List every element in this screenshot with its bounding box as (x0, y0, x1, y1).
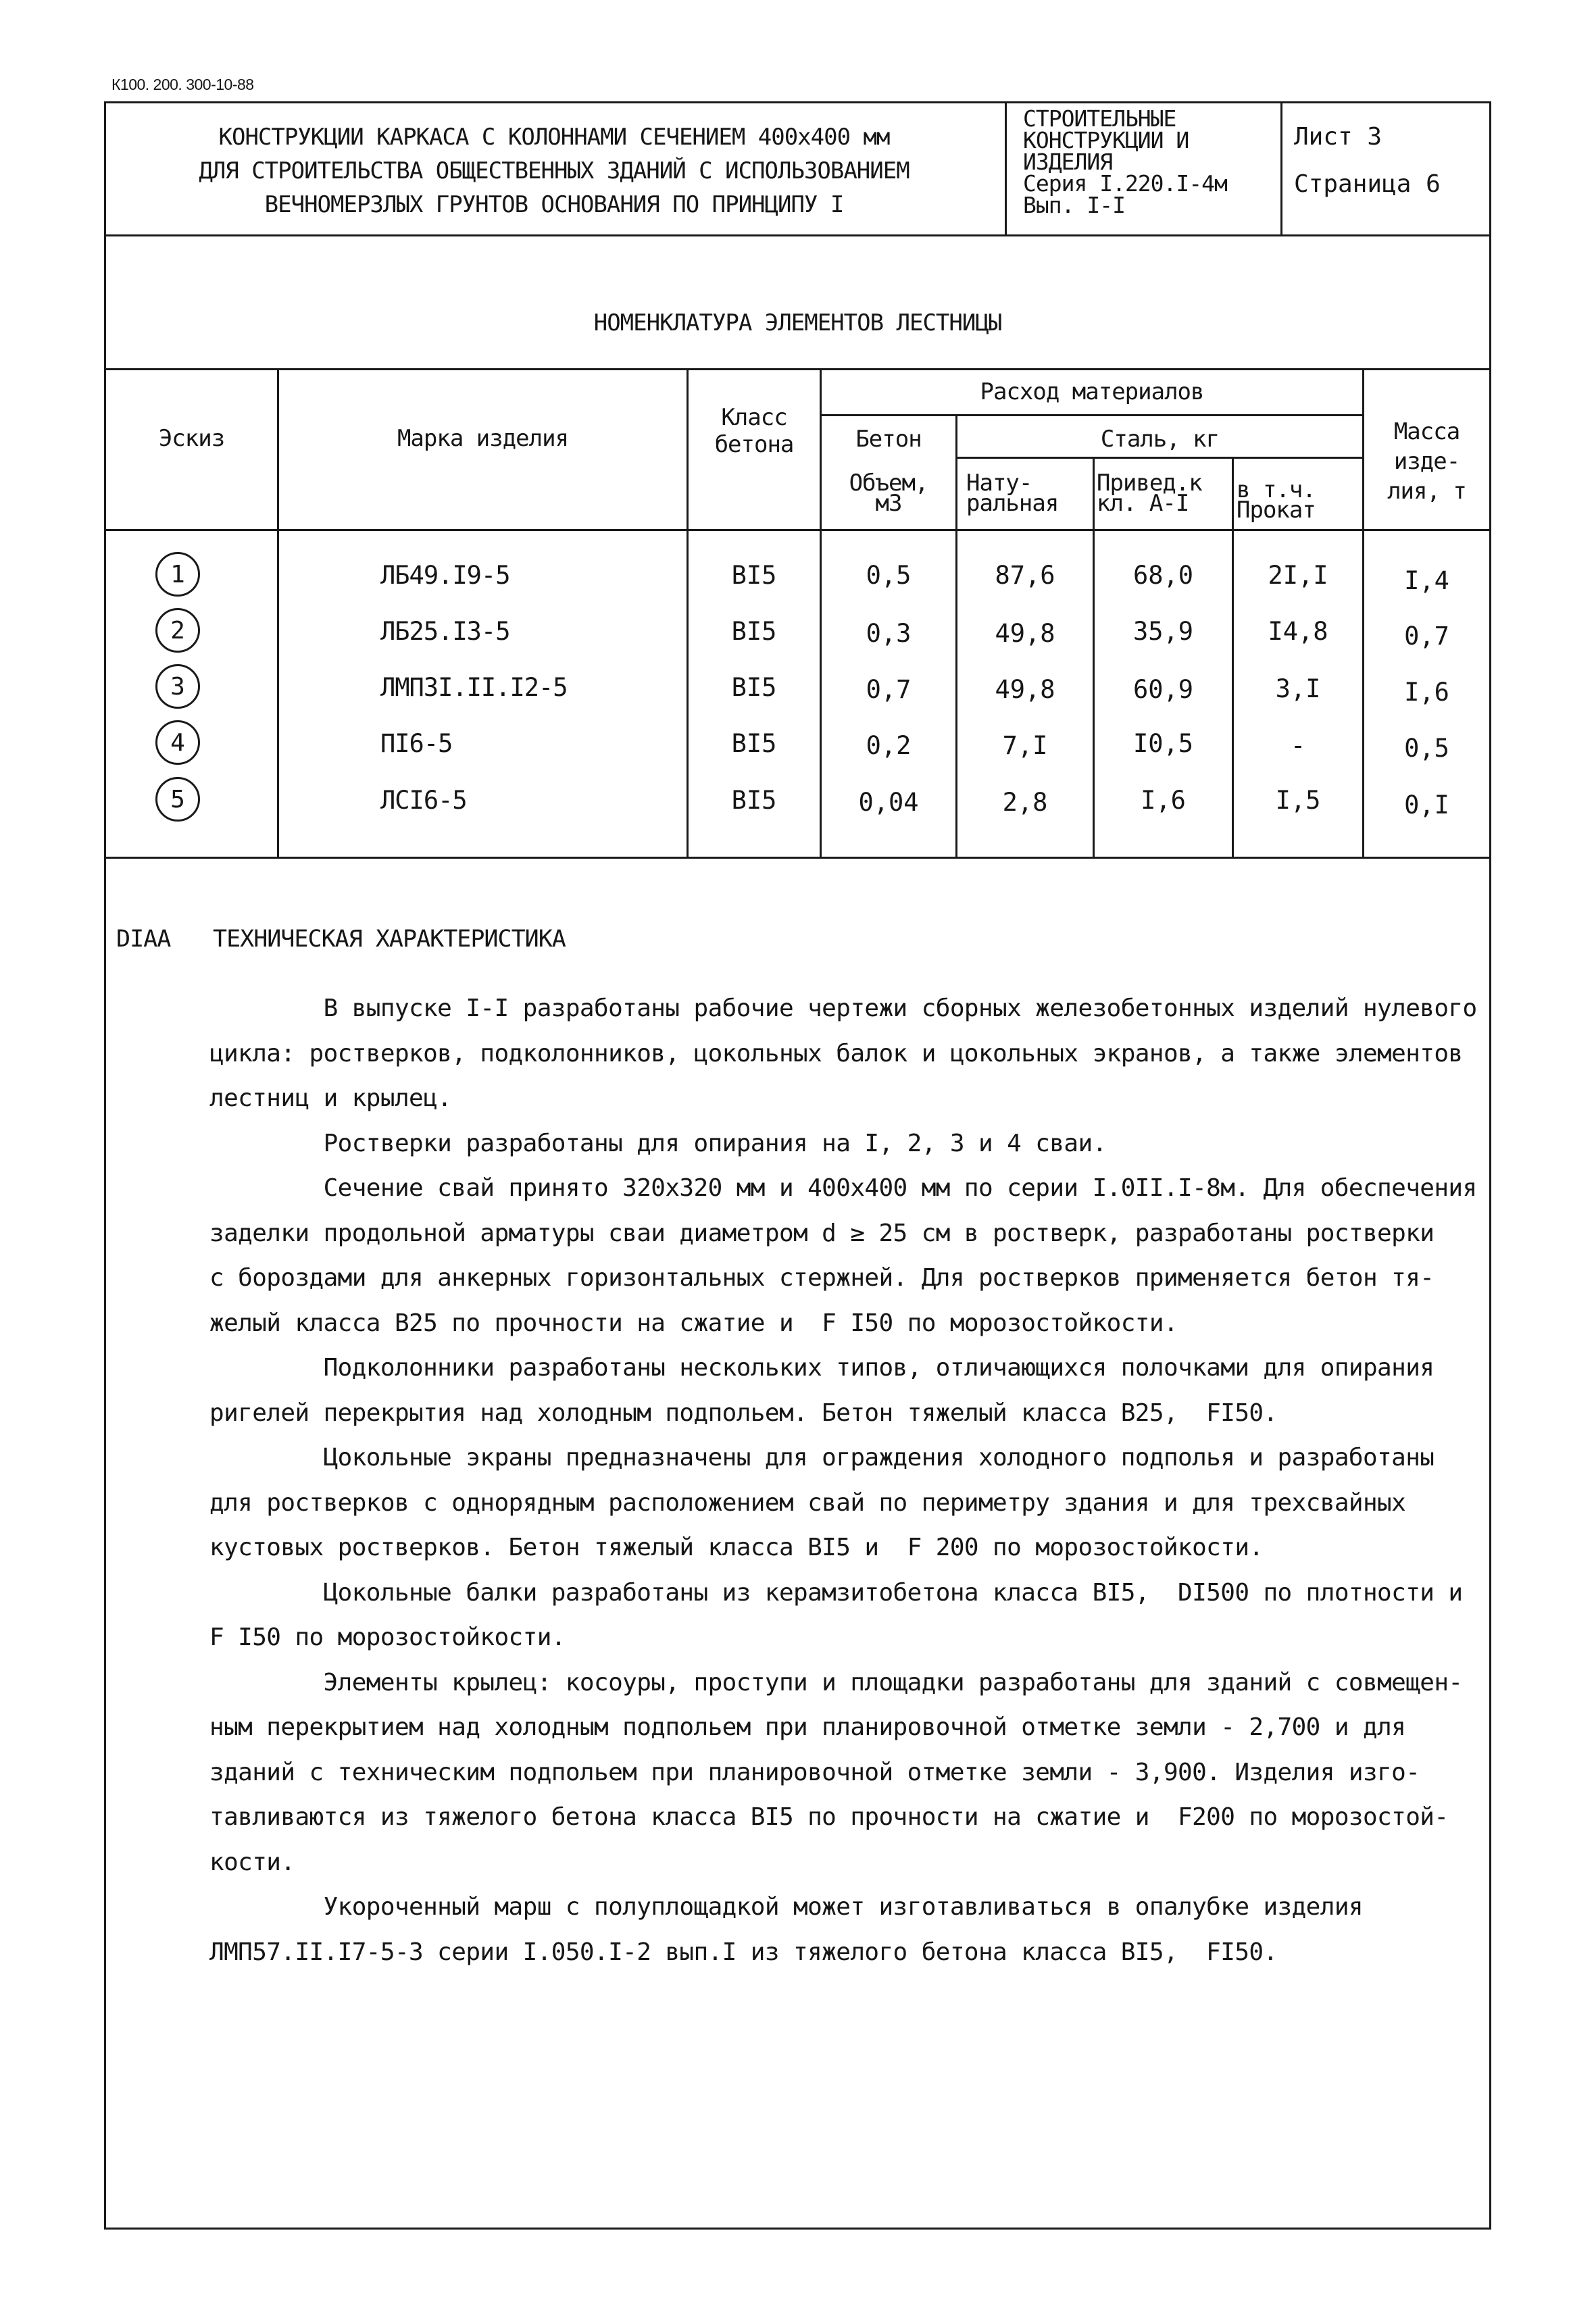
text-line: Ростверки разработаны для опирания на I, 2, 3 и 4 сваи. (209, 1129, 1107, 1157)
text-line: ЛМП57.II.I7-5-3 серии I.050.I-2 вып.I из тяжелого бетона класса BI5, FI50. (209, 1938, 1278, 1966)
table-title: НОМЕНКЛАТУРА ЭЛЕМЕНТОВ ЛЕСТНИЦЫ (593, 309, 1002, 336)
cell-volume: 0,7 (866, 675, 912, 704)
cell-natural: 7,I (1002, 731, 1048, 760)
cell-natural: 2,8 (1002, 788, 1048, 817)
text-line: с бороздами для анкерных горизонтальных стержней. Для ростверков применяется бетон тя- (209, 1264, 1435, 1292)
text-line: для ростверков с однорядным расположением свай по периметру здания и для трехсвайных (209, 1488, 1406, 1517)
header-title-line: КОНСТРУКЦИИ КАРКАСА С КОЛОННАМИ СЕЧЕНИЕМ 400х400 мм (218, 124, 890, 151)
cell-volume: 0,2 (866, 731, 912, 760)
cell-natural: 49,8 (995, 675, 1055, 704)
sheet-number: Лист 3 (1294, 123, 1382, 151)
col-header-mark: Марка изделия (397, 425, 569, 452)
cell-class: BI5 (731, 786, 777, 815)
cell-volume: 0,04 (858, 788, 919, 817)
section-title: ТЕХНИЧЕСКАЯ ХАРАКТЕРИСТИКА (213, 926, 566, 953)
sketch-number-circle: 2 (155, 608, 200, 653)
cell-volume: 0,5 (866, 561, 912, 590)
sketch-number-circle: 1 (155, 552, 200, 597)
cell-class: BI5 (731, 561, 777, 590)
text-line: Подколонники разработаны нескольких типов, отличающихся полочками для опирания (209, 1354, 1435, 1382)
cell-reduced: I0,5 (1132, 729, 1194, 758)
col-header-rolled: в т.ч. Прокат (1237, 476, 1316, 524)
text-line: ригелей перекрытия над холодным подпольем. Бетон тяжелый класса В25, FI50. (209, 1399, 1278, 1427)
cell-reduced: 35,9 (1132, 617, 1194, 646)
col-header-natural: Нату- ральная (966, 470, 1059, 517)
col-header-class: Класс бетона (714, 404, 794, 458)
text-line: заделки продольной арматуры сваи диаметром d ≥ 25 см в ростверк, разработаны ростверки (209, 1219, 1435, 1247)
series-line: Серия I.220.I-4м (1023, 170, 1227, 197)
text-line: Цокольные балки разработаны из керамзитобетона класса BI5, DI500 по плотности и (209, 1578, 1463, 1607)
cell-mass: 0,I (1404, 790, 1449, 820)
text-line: ным перекрытием над холодным подпольем при планировочной отметке земли - 2,700 и для (209, 1713, 1406, 1741)
section-code: DIАА (116, 926, 171, 953)
series-line: Вып. I-I (1023, 192, 1125, 218)
header-title-line: ВЕЧНОМЕРЗЛЫХ ГРУНТОВ ОСНОВАНИЯ ПО ПРИНЦИПУ I (264, 191, 844, 218)
cell-reduced: I,6 (1141, 786, 1186, 815)
text-line: Сечение свай принято 320х320 мм и 400х400 мм по серии I.0II.I-8м. Для обеспечения (209, 1174, 1477, 1202)
sketch-number-circle: 4 (155, 720, 200, 765)
cell-mark: ПI6-5 (380, 729, 453, 758)
col-header-sketch: Эскиз (158, 425, 225, 452)
text-line: кустовых ростверков. Бетон тяжелый класса BI5 и F 200 по морозостойкости. (209, 1534, 1264, 1561)
cell-mass: 0,5 (1404, 734, 1449, 763)
frame-bottom (104, 2228, 1491, 2230)
text-line: лестниц и крылец. (209, 1084, 452, 1112)
series-line: ИЗДЕЛИЯ (1023, 149, 1113, 175)
cell-natural: 49,8 (995, 619, 1055, 648)
frame-left (104, 101, 106, 2230)
cell-class: BI5 (731, 617, 777, 646)
text-line: Элементы крылец: косоуры, проступи и площадки разработаны для зданий с совмещен- (209, 1668, 1463, 1696)
cell-volume: 0,3 (866, 619, 912, 648)
series-line: КОНСТРУКЦИИ И (1023, 127, 1189, 153)
col-header-consumption: Расход материалов (980, 378, 1204, 405)
cell-rolled: - (1290, 731, 1306, 760)
cell-rolled: 2I,I (1268, 561, 1328, 590)
series-line: СТРОИТЕЛЬНЫЕ (1023, 105, 1176, 132)
cell-mark: ЛСI6-5 (380, 786, 467, 815)
cell-mark: ЛМП3I.II.I2-5 (380, 673, 568, 702)
text-line: Укороченный марш с полуплощадкой может изготавливаться в опалубке изделия (209, 1893, 1363, 1921)
col-header-mass: Масса изде- лия, т (1387, 418, 1466, 505)
text-line: кости. (209, 1848, 295, 1876)
header-title (115, 120, 993, 222)
cell-rolled: I4,8 (1268, 617, 1328, 646)
sketch-number-circle: 5 (155, 777, 200, 822)
cell-mark: ЛБ25.I3-5 (380, 617, 510, 646)
text-line: зданий с техническим подпольем при планировочной отметке земли - 3,900. Изделия изго- (209, 1758, 1420, 1786)
body-text (209, 986, 1477, 1975)
cell-natural: 87,6 (995, 561, 1055, 590)
sketch-number-circle: 3 (155, 664, 200, 709)
text-line: тавливаются из тяжелого бетона класса BI5 по прочности на сжатие и F200 по морозостой- (209, 1803, 1449, 1831)
header-series (1023, 105, 1227, 218)
cell-mass: 0,7 (1404, 622, 1449, 651)
cell-mass: I,4 (1404, 566, 1449, 595)
cell-reduced: 60,9 (1132, 675, 1194, 704)
cell-rolled: 3,I (1275, 674, 1321, 703)
document-code: К100. 200. 300-10-88 (111, 76, 254, 93)
cell-mark: ЛБ49.I9-5 (380, 561, 510, 590)
frame-top (104, 101, 1491, 103)
text-line: F I50 по морозостойкости. (209, 1624, 566, 1651)
cell-class: BI5 (731, 673, 777, 702)
text-line: желый класса В25 по прочности на сжатие и F I50 по морозостойкости. (209, 1309, 1178, 1337)
col-header-reduced: Привед.к кл. А-I (1097, 470, 1202, 517)
cell-mass: I,6 (1404, 678, 1449, 707)
cell-class: BI5 (731, 729, 777, 758)
cell-reduced: 68,0 (1132, 561, 1194, 590)
text-line: В выпуске I-I разработаны рабочие чертежи сборных железобетонных изделий нулевого (209, 995, 1477, 1022)
frame-right (1489, 101, 1491, 2230)
cell-rolled: I,5 (1275, 786, 1321, 815)
text-line: Цокольные экраны предназначены для ограждения холодного подполья и разработаны (209, 1444, 1435, 1472)
header-title-line: ДЛЯ СТРОИТЕЛЬСТВА ОБЩЕСТВЕННЫХ ЗДАНИЙ С ИСПОЛЬЗОВАНИЕМ (199, 157, 909, 184)
col-header-volume: Объем, м3 (849, 470, 928, 517)
col-header-steel: Сталь, кг (1100, 426, 1220, 453)
text-line: цикла: ростверков, подколонников, цокольных балок и цокольных экранов, а также элементов (209, 1039, 1463, 1067)
page-number: Страница 6 (1294, 170, 1441, 198)
col-header-concrete: Бетон (855, 426, 922, 453)
